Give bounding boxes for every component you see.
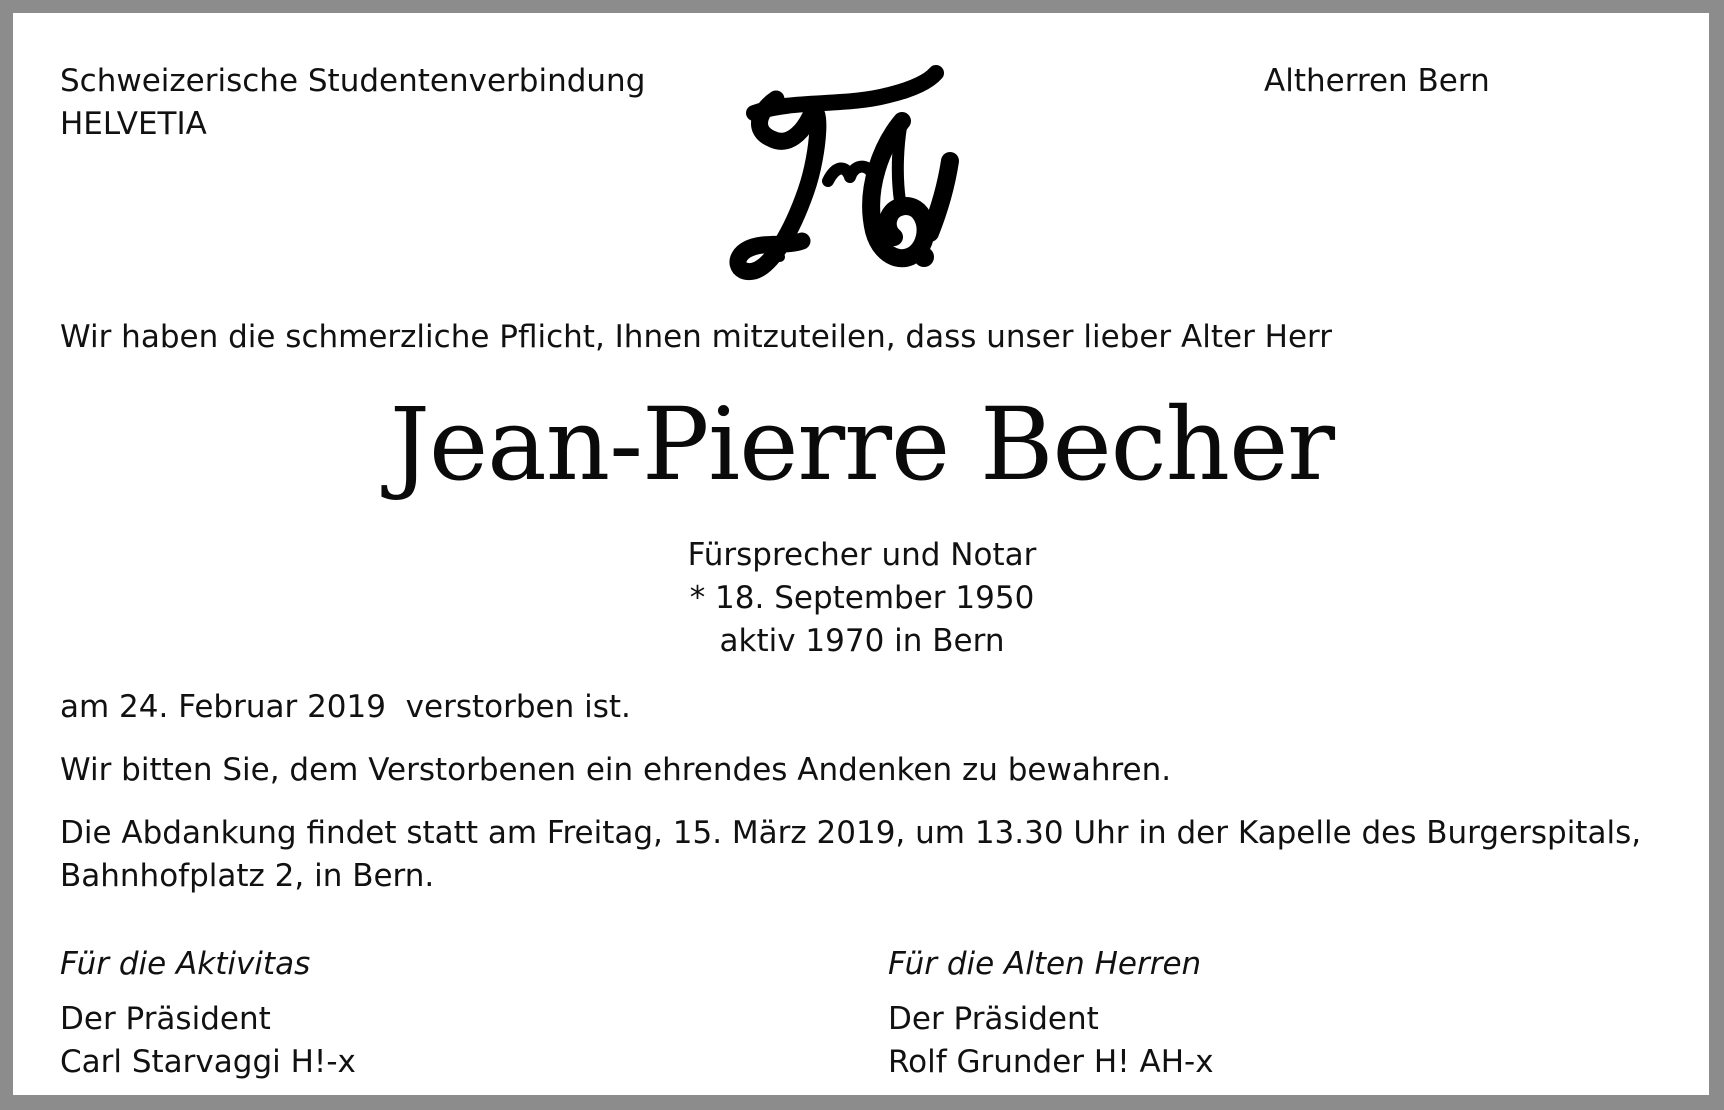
deceased-profession: Fürsprecher und Notar <box>687 537 1037 573</box>
signature-right-role: Der Präsident <box>888 1001 1099 1037</box>
signature-left-heading: Für die Aktivitas <box>60 946 311 982</box>
signature-right <box>888 998 1214 1084</box>
section-name: Altherren Bern <box>1264 63 1490 99</box>
signature-left-name: Carl Starvaggi H!-x <box>60 1044 356 1080</box>
deceased-birth-date: * 18. September 1950 <box>689 580 1035 616</box>
signature-right-heading: Für die Alten Herren <box>888 946 1202 982</box>
deceased-active-year: aktiv 1970 in Bern <box>719 623 1005 659</box>
obituary-notice <box>13 13 1709 1095</box>
deceased-name: Jean-Pierre Becher <box>389 386 1335 503</box>
ceremony-line-2: Bahnhofplatz 2, in Bern. <box>60 858 435 894</box>
organization-line-2: HELVETIA <box>60 106 207 142</box>
organization-name <box>60 60 645 146</box>
deceased-details <box>0 534 1724 663</box>
intro-text: Wir haben die schmerzliche Pflicht, Ihnen mitzuteilen, dass unser lieber Alter Herr <box>60 319 1332 355</box>
signature-right-name: Rolf Grunder H! AH-x <box>888 1044 1214 1080</box>
death-date-text: am 24. Februar 2019 verstorben ist. <box>60 689 631 725</box>
ceremony-line-1: Die Abdankung findet statt am Freitag, 15. März 2019, um 13.30 Uhr in der Kapelle des Burgerspitals, <box>60 815 1642 851</box>
ceremony-text <box>60 812 1682 898</box>
organization-line-1: Schweizerische Studentenverbindung <box>60 63 646 99</box>
signature-left <box>60 998 356 1084</box>
remembrance-request-text: Wir bitten Sie, dem Verstorbenen ein ehrendes Andenken zu bewahren. <box>60 752 1172 788</box>
signature-left-role: Der Präsident <box>60 1001 271 1037</box>
helvetia-monogram-logo <box>724 61 1024 296</box>
